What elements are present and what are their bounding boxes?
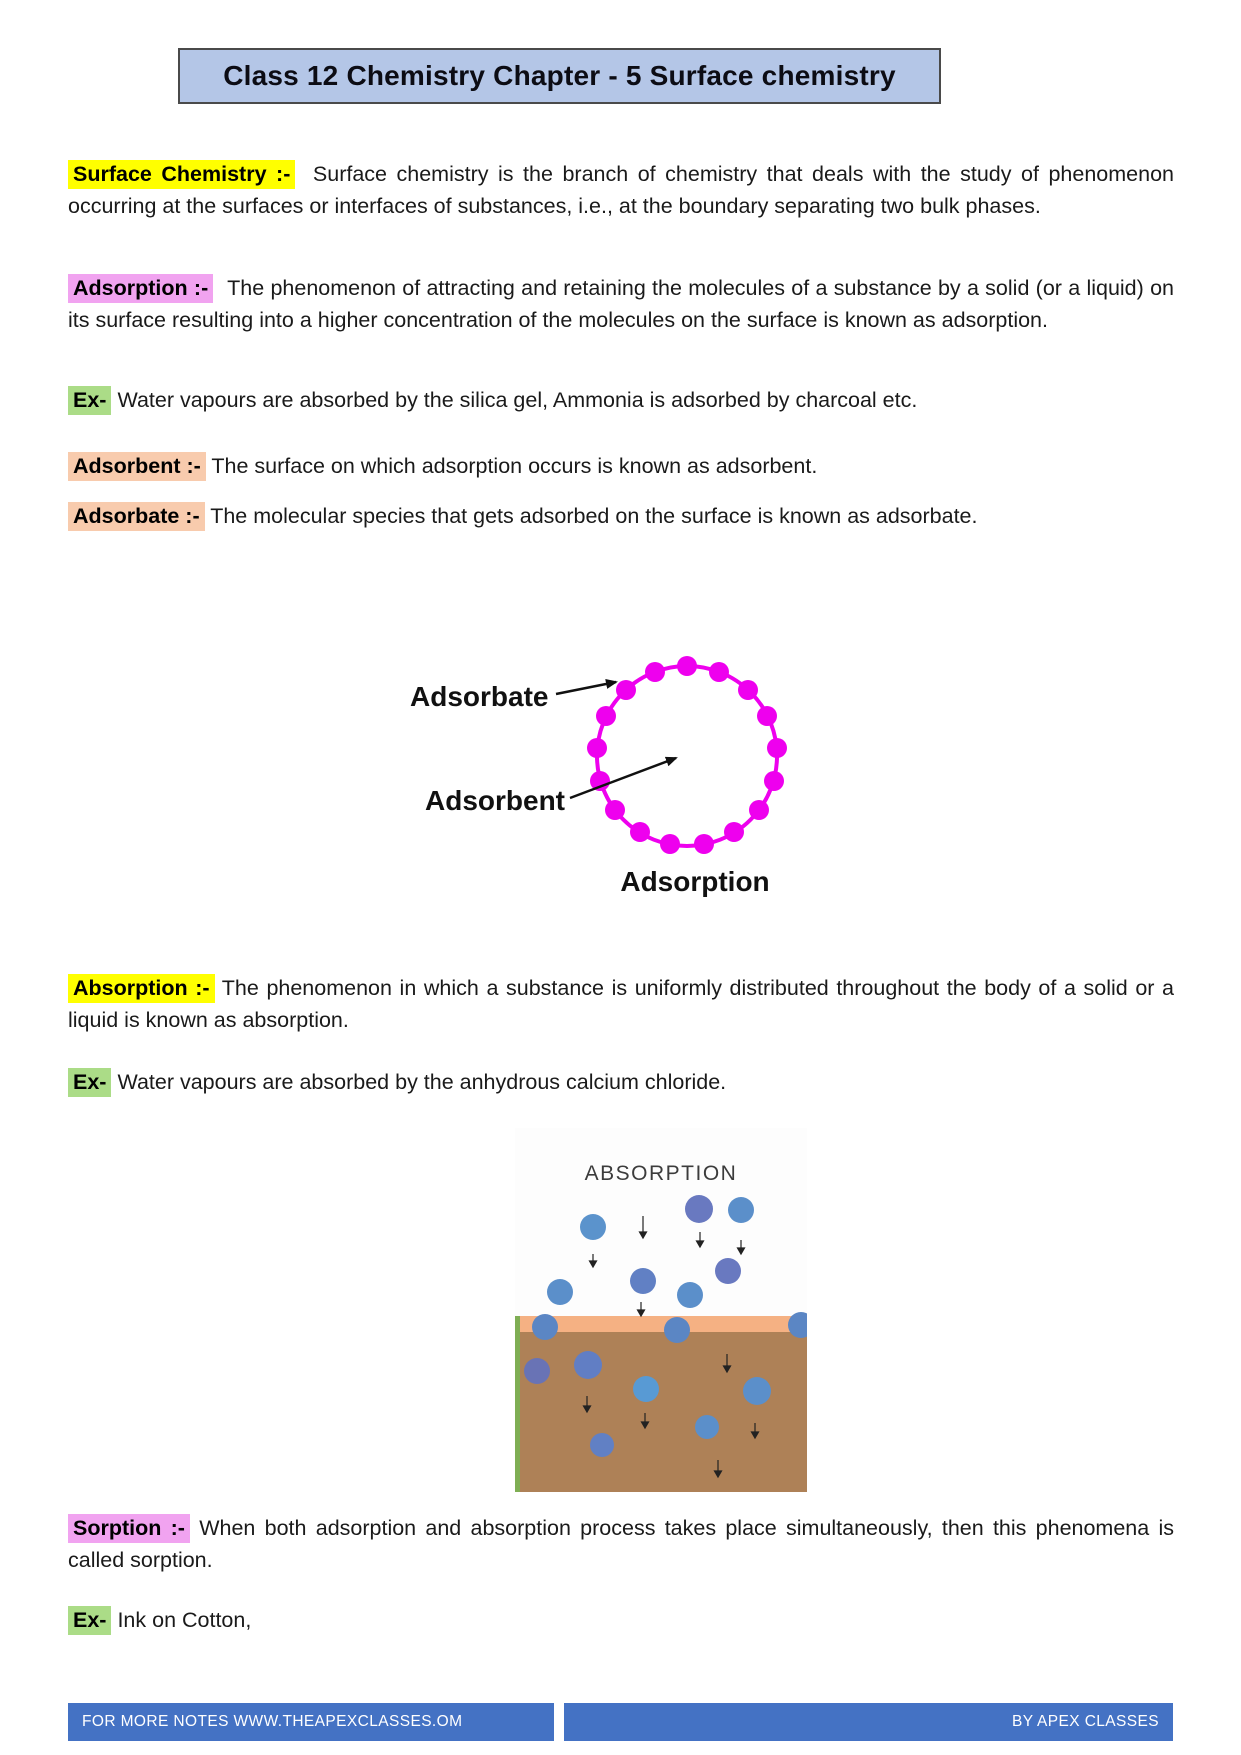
example-text: Water vapours are absorbed by the silica gel, Ammonia is adsorbed by charcoal etc. <box>117 388 918 412</box>
edge-strip <box>515 1316 520 1492</box>
paragraph-sorption <box>68 1512 1174 1576</box>
absorbing-molecule <box>664 1317 690 1343</box>
gas-molecule <box>630 1268 656 1294</box>
paragraph-adsorption-example <box>68 384 1174 416</box>
footer-bar-right <box>564 1703 1173 1741</box>
chapter-title: Class 12 Chemistry Chapter - 5 Surface chemistry <box>223 60 896 91</box>
chapter-title-box <box>178 48 941 104</box>
adsorbate-dot <box>709 662 729 682</box>
paragraph-surface-chemistry <box>68 158 1174 222</box>
absorbed-molecule <box>590 1433 614 1457</box>
adsorption-diagram <box>350 590 810 920</box>
adsorbate-dot <box>738 680 758 700</box>
example-text: Ink on Cotton, <box>117 1608 252 1632</box>
adsorbate-dot <box>694 834 714 854</box>
adsorbate-dot <box>767 738 787 758</box>
definition-text: The surface on which adsorption occurs is known as adsorbent. <box>211 454 818 478</box>
example-highlight: Ex- <box>68 386 111 415</box>
absorbing-molecule <box>532 1314 558 1340</box>
adsorbate-dot <box>630 822 650 842</box>
definition-text: Surface chemistry is the branch of chemistry that deals with the study of phenomenon occurring at the surfaces or interfaces of substances, i.e., at the boundary separating two bulk phases. <box>68 162 1174 218</box>
diagram-caption: Adsorption <box>620 866 770 897</box>
footer-bar-left <box>68 1703 554 1741</box>
adsorbate-dot <box>616 680 636 700</box>
gas-molecule <box>580 1214 606 1240</box>
term-highlight-adsorbate: Adsorbate :- <box>68 502 205 531</box>
term-highlight-adsorbent: Adsorbent :- <box>68 452 206 481</box>
example-highlight: Ex- <box>68 1606 111 1635</box>
adsorbate-dot <box>724 822 744 842</box>
adsorbate-dot <box>749 800 769 820</box>
adsorbate-dot <box>660 834 680 854</box>
adsorbate-label: Adsorbate <box>410 681 549 712</box>
example-text: Water vapours are absorbed by the anhydrous calcium chloride. <box>117 1070 727 1094</box>
paragraph-adsorption <box>68 272 1174 336</box>
adsorbent-label: Adsorbent <box>425 785 565 816</box>
adsorbate-dot <box>645 662 665 682</box>
paragraph-absorption <box>68 972 1174 1036</box>
gas-molecule <box>715 1258 741 1284</box>
paragraph-adsorbate <box>68 500 1174 532</box>
absorbed-molecule <box>743 1377 771 1405</box>
figure-title: ABSORPTION <box>584 1162 738 1185</box>
paragraph-absorption-example <box>68 1066 1174 1098</box>
gas-molecule <box>547 1279 573 1305</box>
term-highlight-surface-chemistry: Surface Chemistry :- <box>68 160 295 189</box>
paragraph-sorption-example <box>68 1604 1174 1636</box>
footer-credit: BY APEX CLASSES <box>1011 1713 1159 1730</box>
gas-molecule <box>685 1195 713 1223</box>
adsorbate-dot <box>764 771 784 791</box>
example-highlight: Ex- <box>68 1068 111 1097</box>
footer-note: FOR MORE NOTES WWW.THEAPEXCLASSES.OM <box>82 1713 463 1730</box>
adsorbate-dot <box>757 706 777 726</box>
surface-strip <box>520 1316 807 1332</box>
absorbed-molecule <box>695 1415 719 1439</box>
absorbed-molecule <box>524 1358 550 1384</box>
bulk-solid <box>520 1332 807 1492</box>
adsorbate-dot <box>677 656 697 676</box>
paragraph-adsorbent <box>68 450 1174 482</box>
definition-text: The molecular species that gets adsorbed on the surface is known as adsorbate. <box>210 504 978 528</box>
absorbed-molecule <box>574 1351 602 1379</box>
term-highlight-absorption: Absorption :- <box>68 974 215 1003</box>
term-highlight-sorption: Sorption :- <box>68 1514 190 1543</box>
adsorbate-dot <box>605 800 625 820</box>
adsorbate-dot <box>596 706 616 726</box>
absorption-figure <box>515 1128 807 1492</box>
term-highlight-adsorption: Adsorption :- <box>68 274 213 303</box>
absorbed-molecule <box>633 1376 659 1402</box>
adsorbate-arrow <box>556 682 616 694</box>
gas-molecule <box>677 1282 703 1308</box>
definition-text: When both adsorption and absorption process takes place simultaneously, then this phenomena is called sorption. <box>68 1516 1174 1572</box>
adsorbate-dot <box>587 738 607 758</box>
definition-text: The phenomenon in which a substance is uniformly distributed throughout the body of a solid or a liquid is known as absorption. <box>68 976 1174 1032</box>
definition-text: The phenomenon of attracting and retaining the molecules of a substance by a solid (or a liquid) on its surface resulting into a higher concentration of the molecules on the surface is known as adsorption. <box>68 276 1174 332</box>
gas-molecule <box>728 1197 754 1223</box>
